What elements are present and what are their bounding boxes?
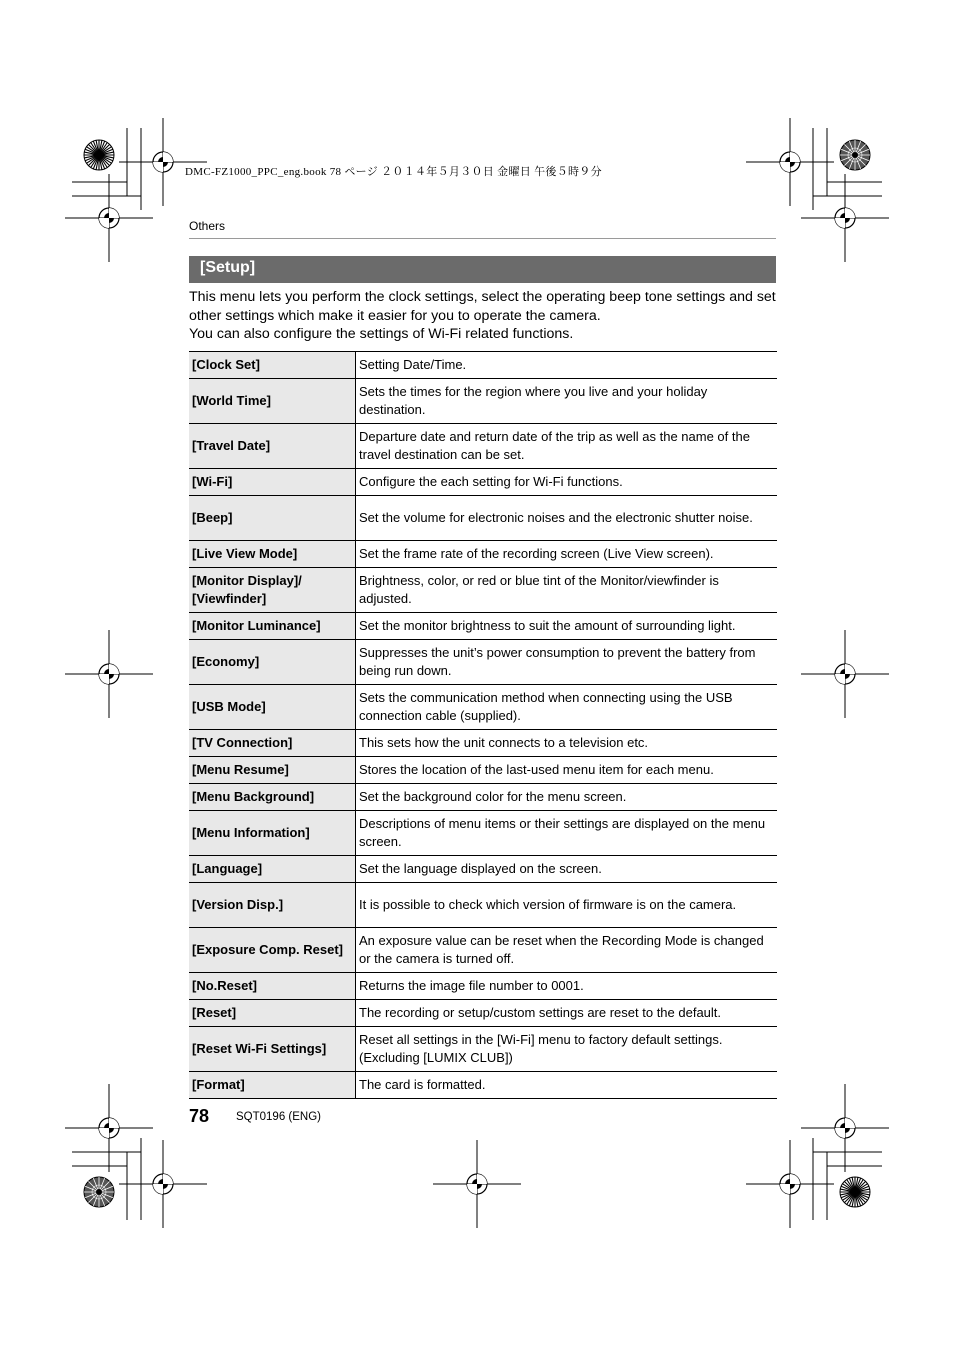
setting-description: Returns the image file number to 0001. — [356, 973, 778, 1000]
setting-name: [Reset] — [189, 1000, 356, 1027]
table-row — [189, 541, 777, 568]
intro-paragraph-1: This menu lets you perform the clock settings, select the operating beep tone settings and set other settings which make it easier for you to operate the camera. — [189, 289, 776, 324]
table-row — [189, 811, 777, 856]
setting-description: Set the volume for electronic noises and the electronic shutter noise. — [356, 496, 778, 541]
setting-name: [Wi-Fi] — [189, 469, 356, 496]
setup-menu-table — [189, 351, 777, 1099]
table-row — [189, 424, 777, 469]
setting-name: [TV Connection] — [189, 730, 356, 757]
setting-name: [World Time] — [189, 379, 356, 424]
setting-name: [Version Disp.] — [189, 883, 356, 928]
document-code: SQT0196 (ENG) — [236, 1111, 321, 1123]
setting-description: Set the language displayed on the screen. — [356, 856, 778, 883]
table-row — [189, 1027, 777, 1072]
setting-name: [Menu Background] — [189, 784, 356, 811]
setting-description: Sets the communication method when connecting using the USB connection cable (supplied). — [356, 685, 778, 730]
setting-description: Setting Date/Time. — [356, 352, 778, 379]
table-row — [189, 379, 777, 424]
setting-description: Set the frame rate of the recording screen (Live View screen). — [356, 541, 778, 568]
setting-name: [Format] — [189, 1072, 356, 1099]
setting-name: [Clock Set] — [189, 352, 356, 379]
setting-description: Suppresses the unit’s power consumption to prevent the battery from being run down. — [356, 640, 778, 685]
setting-name: [Language] — [189, 856, 356, 883]
setting-description: Brightness, color, or red or blue tint of the Monitor/viewfinder is adjusted. — [356, 568, 778, 613]
table-row — [189, 757, 777, 784]
table-row — [189, 568, 777, 613]
setting-name: [USB Mode] — [189, 685, 356, 730]
setting-description: Configure the each setting for Wi-Fi functions. — [356, 469, 778, 496]
page-title: [Setup] — [189, 256, 776, 283]
table-row — [189, 730, 777, 757]
intro-paragraph-2: You can also configure the settings of Wi-Fi related functions. — [189, 326, 574, 342]
table-row — [189, 613, 777, 640]
setting-name: [Monitor Display]/ [Viewfinder] — [189, 568, 356, 613]
setting-description: Set the background color for the menu screen. — [356, 784, 778, 811]
table-row — [189, 352, 777, 379]
table-row — [189, 784, 777, 811]
setting-name: [No.Reset] — [189, 973, 356, 1000]
table-row — [189, 496, 777, 541]
setting-name: [Menu Resume] — [189, 757, 356, 784]
table-row — [189, 1000, 777, 1027]
table-row — [189, 883, 777, 928]
setting-name: [Beep] — [189, 496, 356, 541]
intro-text — [189, 288, 779, 344]
print-slug: DMC-FZ1000_PPC_eng.book 78 ページ ２０１４年５月３０日 金曜日 午後５時９分 — [185, 166, 602, 178]
setting-name: [Exposure Comp. Reset] — [189, 928, 356, 973]
setting-name: [Monitor Luminance] — [189, 613, 356, 640]
setting-description: An exposure value can be reset when the Recording Mode is changed or the camera is turned off. — [356, 928, 778, 973]
table-row — [189, 685, 777, 730]
table-row — [189, 640, 777, 685]
page-number: 78 — [189, 1106, 210, 1126]
table-row — [189, 973, 777, 1000]
setting-name: [Live View Mode] — [189, 541, 356, 568]
table-row — [189, 856, 777, 883]
setting-name: [Menu Information] — [189, 811, 356, 856]
section-divider — [189, 238, 776, 239]
setting-description: Descriptions of menu items or their settings are displayed on the menu screen. — [356, 811, 778, 856]
setting-description: Departure date and return date of the trip as well as the name of the travel destination can be set. — [356, 424, 778, 469]
setting-description: Reset all settings in the [Wi-Fi] menu to factory default settings. (Excluding [LUMIX CLUB]) — [356, 1027, 778, 1072]
table-row — [189, 1072, 777, 1099]
setting-description: This sets how the unit connects to a television etc. — [356, 730, 778, 757]
table-row — [189, 928, 777, 973]
setting-name: [Reset Wi-Fi Settings] — [189, 1027, 356, 1072]
setting-description: Set the monitor brightness to suit the amount of surrounding light. — [356, 613, 778, 640]
setting-name: [Travel Date] — [189, 424, 356, 469]
setting-description: The recording or setup/custom settings are reset to the default. — [356, 1000, 778, 1027]
setting-description: Sets the times for the region where you live and your holiday destination. — [356, 379, 778, 424]
setting-description: It is possible to check which version of firmware is on the camera. — [356, 883, 778, 928]
section-label: Others — [189, 219, 226, 233]
setting-description: Stores the location of the last-used menu item for each menu. — [356, 757, 778, 784]
table-row — [189, 469, 777, 496]
setting-description: The card is formatted. — [356, 1072, 778, 1099]
setting-name: [Economy] — [189, 640, 356, 685]
